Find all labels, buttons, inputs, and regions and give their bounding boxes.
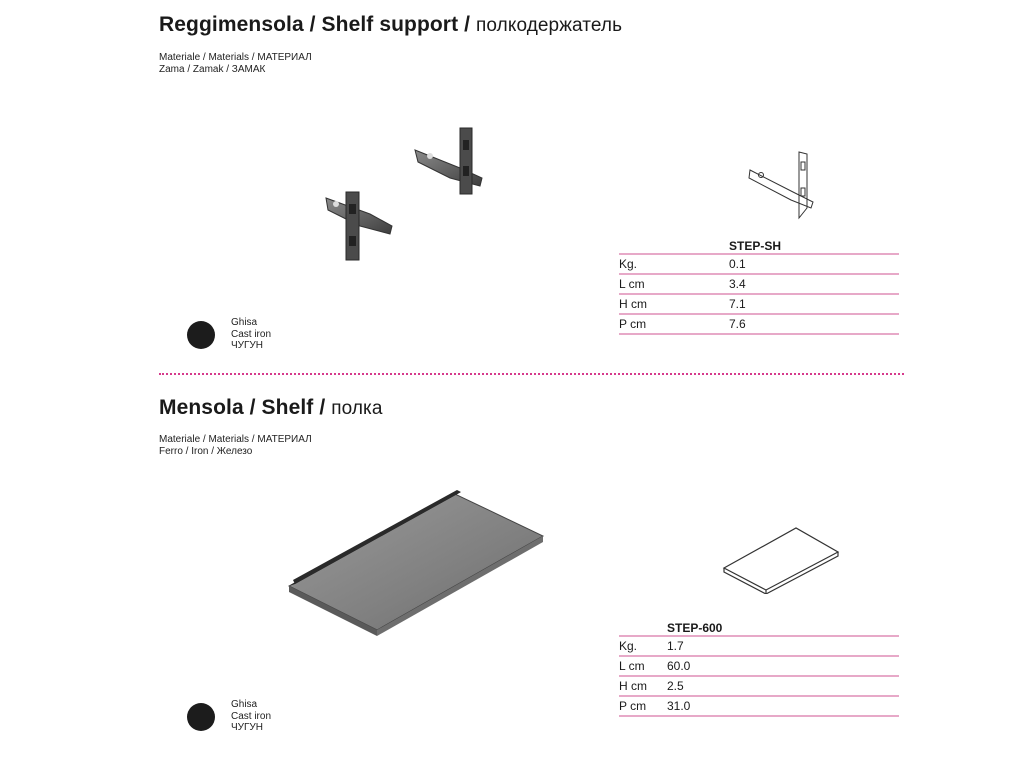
shelf-photo — [285, 488, 550, 638]
section-divider — [159, 373, 904, 375]
spec-row — [619, 273, 899, 293]
finish-ru: ЧУГУН — [231, 722, 264, 733]
spec-key: Kg. — [619, 257, 638, 271]
spec-key: L cm — [619, 659, 645, 673]
spec-key: H cm — [619, 679, 647, 693]
spec-row — [619, 695, 899, 717]
finish-it: Ghisa — [231, 317, 258, 328]
section2-title-it: Mensola — [159, 396, 244, 419]
finish-swatch-cast-iron — [187, 703, 215, 731]
shelf-support-photo — [300, 120, 500, 270]
finish-en: Cast iron — [231, 710, 272, 722]
spec-key: P cm — [619, 317, 647, 331]
spec-value: 2.5 — [667, 679, 684, 693]
spec-row — [619, 655, 899, 675]
shelf-support-drawing — [745, 148, 825, 223]
spec-key: H cm — [619, 297, 647, 311]
section1-title — [159, 13, 622, 37]
spec-value: 1.7 — [667, 639, 684, 653]
spec-value: 60.0 — [667, 659, 691, 673]
section2-title — [159, 396, 383, 420]
spec-row — [619, 293, 899, 313]
spec-value: 3.4 — [729, 277, 746, 291]
material-label: Materiale / Materials / МАТЕРИАЛ — [159, 52, 312, 63]
title-separator: / — [309, 13, 316, 36]
spec-row — [619, 635, 899, 655]
spec-key: Kg. — [619, 639, 638, 653]
section2-title-en: Shelf — [261, 396, 314, 419]
section1-title-it: Reggimensola — [159, 13, 304, 36]
finish-label — [231, 317, 271, 352]
spec-key: P cm — [619, 699, 647, 713]
material-value: Ferro / Iron / Железо — [159, 446, 253, 457]
finish-ru: ЧУГУН — [231, 340, 264, 351]
spec-value: 0.1 — [729, 257, 746, 271]
finish-en: Cast iron — [231, 328, 272, 340]
shelf-drawing — [722, 524, 840, 594]
finish-it: Ghisa — [231, 699, 258, 710]
material-value: Zama / Zamak / ЗАМАК — [159, 64, 266, 75]
section1-title-en: Shelf support — [321, 13, 459, 36]
spec-row — [619, 253, 899, 273]
spec-value: 31.0 — [667, 699, 691, 713]
title-separator: / — [249, 396, 256, 419]
section1-title-ru: полкодержатель — [476, 15, 623, 36]
title-separator: / — [464, 13, 471, 36]
section2-title-ru: полка — [331, 398, 383, 419]
section2-material — [159, 434, 312, 458]
spec-row — [619, 313, 899, 335]
spec-code: STEP-SH — [729, 239, 782, 253]
spec-key: L cm — [619, 277, 645, 291]
spec-value: 7.6 — [729, 317, 746, 331]
finish-label — [231, 699, 271, 734]
spec-code: STEP-600 — [667, 621, 723, 635]
section1-material — [159, 52, 312, 76]
finish-swatch-cast-iron — [187, 321, 215, 349]
spec-table-step-sh — [619, 239, 899, 335]
spec-table-step-600 — [619, 621, 899, 717]
spec-row — [619, 675, 899, 695]
material-label: Materiale / Materials / МАТЕРИАЛ — [159, 434, 312, 445]
title-separator: / — [319, 396, 326, 419]
spec-value: 7.1 — [729, 297, 746, 311]
